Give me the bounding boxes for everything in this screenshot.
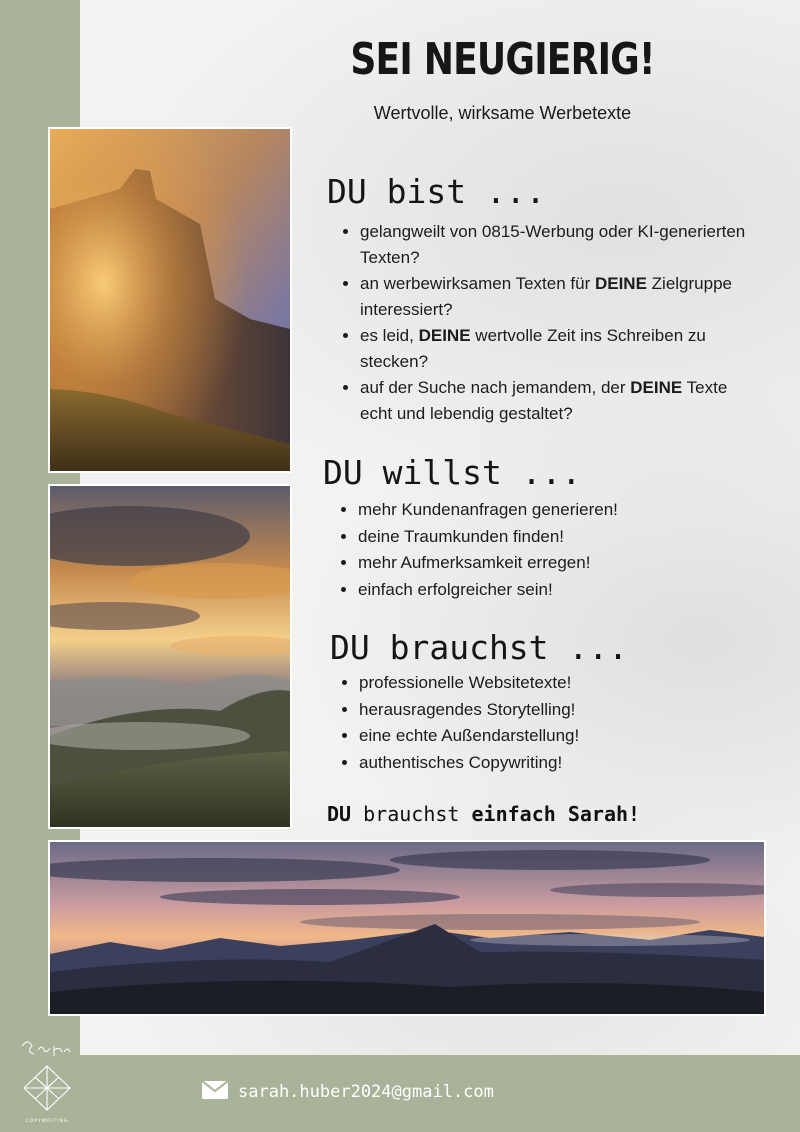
list-item-text: auf der Suche nach jemandem, der <box>360 378 631 397</box>
heading-du-willst: DU willst ... <box>323 453 582 492</box>
list-item-emphasis: DEINE <box>594 274 647 293</box>
list-item-text: an werbewirksamen Texten für <box>360 274 595 293</box>
list-item <box>360 219 760 271</box>
list-item-text: gelangweilt von 0815-Werbung oder KI-generierten Texten? <box>360 222 746 267</box>
list-du-brauchst <box>327 670 759 776</box>
list-item: • eine echte Außendarstellung! <box>359 723 759 750</box>
brand-logo <box>14 1032 80 1127</box>
list-item <box>360 323 760 375</box>
sunset-clouds-photo <box>48 484 292 829</box>
list-item: • mehr Kundenanfragen generieren! <box>358 497 758 524</box>
mountain-panorama-photo <box>48 840 766 1016</box>
list-item: • einfach erfolgreicher sein! <box>358 577 758 604</box>
closing-du: DU <box>327 802 352 826</box>
list-item <box>360 375 760 427</box>
list-item: • authentisches Copywriting! <box>359 750 759 777</box>
list-item: • mehr Aufmerksamkeit erregen! <box>358 550 758 577</box>
closing-middle: brauchst <box>351 802 472 826</box>
page-title: SEI NEUGIERIG! <box>350 34 655 85</box>
page-subtitle: Wertvolle, wirksame Werbetexte <box>373 103 632 123</box>
list-item: • professionelle Websitetexte! <box>359 670 759 697</box>
mountain-peak-photo <box>48 127 292 473</box>
heading-du-bist: DU bist ... <box>327 172 546 211</box>
list-item-text: Texte echt und lebendig gestaltet? <box>360 378 728 423</box>
list-du-willst <box>326 497 758 603</box>
logo-tagline: COPYWRITING <box>25 1119 69 1124</box>
email-address[interactable]: sarah.huber2024@gmail.com <box>238 1082 494 1102</box>
list-item-text: Zielgruppe interessiert? <box>360 274 732 319</box>
heading-du-brauchst: DU brauchst ... <box>330 628 629 667</box>
list-item <box>360 271 760 323</box>
list-item-emphasis: DEINE <box>418 326 471 345</box>
list-item-text: wertvolle Zeit ins Schreiben zu stecken? <box>360 326 706 371</box>
list-item: • deine Traumkunden finden! <box>358 524 758 551</box>
list-item-emphasis: DEINE <box>630 378 683 397</box>
email-contact[interactable] <box>202 1080 494 1104</box>
closing-name: einfach Sarah! <box>471 802 641 826</box>
list-du-bist <box>328 219 760 427</box>
closing-statement <box>327 802 640 826</box>
envelope-icon <box>202 1081 228 1104</box>
list-item: • herausragendes Storytelling! <box>359 697 759 724</box>
list-item-text: es leid, <box>360 326 419 345</box>
